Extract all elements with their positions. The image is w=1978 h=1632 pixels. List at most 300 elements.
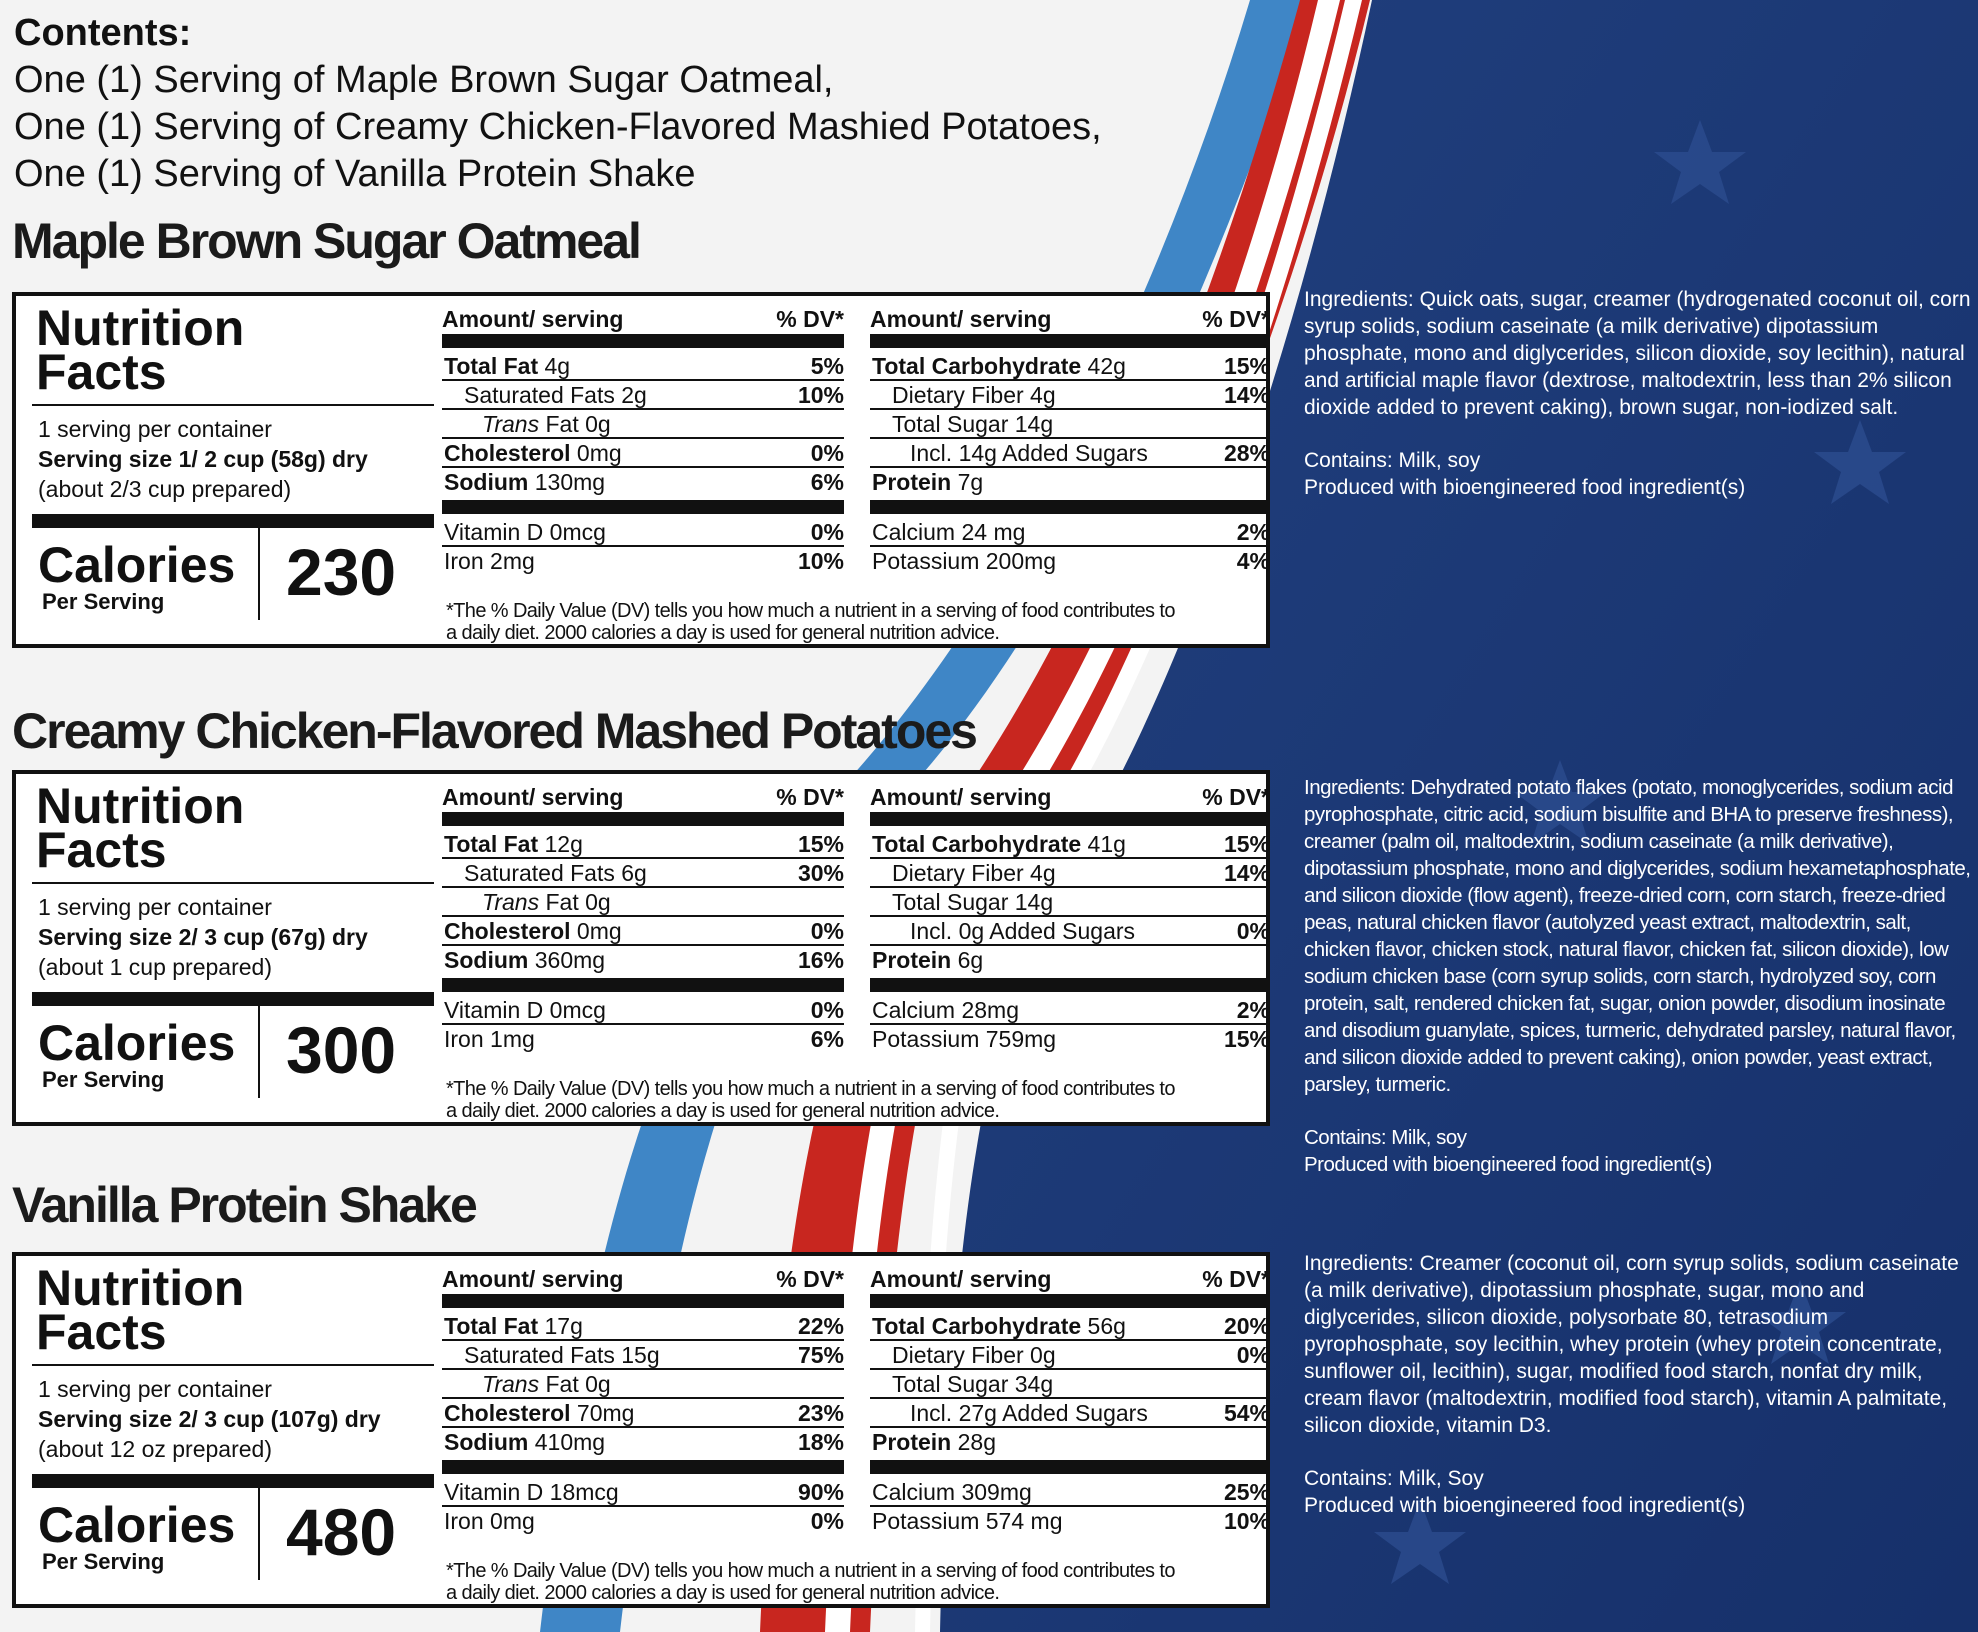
nutrient-name: Sodium	[444, 469, 529, 495]
prepared-amount: (about 2/3 cup prepared)	[38, 476, 292, 502]
nutrient-dv: 10%	[797, 382, 844, 408]
nutrient-dv: 25%	[1223, 1479, 1270, 1505]
nutrient-label	[910, 1400, 1148, 1427]
per-serving-label: Per Serving	[42, 589, 165, 614]
nutrient-row	[870, 1507, 1270, 1536]
nutrient-label	[444, 469, 605, 496]
thick-divider	[442, 978, 844, 992]
nutrient-label	[482, 411, 611, 438]
thick-divider	[870, 1460, 1270, 1474]
nutrient-amount: 28g	[957, 1429, 996, 1455]
nf-word: Nutrition	[36, 300, 245, 356]
nutrient-row	[442, 381, 844, 410]
nutrient-label	[444, 997, 606, 1024]
nutrient-amount: 70mg	[576, 1400, 635, 1426]
nutrient-name: Potassium	[872, 1026, 980, 1052]
divider	[32, 882, 434, 884]
amount-header: Amount/ serving	[442, 784, 624, 810]
nutrient-amount: 200mg	[985, 548, 1057, 574]
divider	[32, 1364, 434, 1366]
nutrient-row	[870, 946, 1270, 975]
thick-divider	[442, 1460, 844, 1474]
nutrient-label	[892, 1342, 1056, 1369]
nutrient-name: Vitamin D	[444, 519, 544, 545]
amount-header: Amount/ serving	[870, 1266, 1052, 1292]
thick-divider	[442, 500, 844, 514]
nutrient-row	[870, 381, 1270, 410]
nutrient-dv: 0%	[810, 918, 844, 944]
nutrient-label	[892, 860, 1056, 887]
nutrient-amount: 0g	[1030, 1342, 1056, 1368]
nutrient-amount: 15g	[621, 1342, 660, 1368]
bioengineered-text: Produced with bioengineered food ingredient(s)	[1304, 476, 1746, 499]
nutrient-amount: 0mg	[576, 918, 622, 944]
nutrition-facts-label	[12, 770, 1270, 1126]
nutrient-amount: 4g	[1030, 860, 1056, 886]
nutrient-amount: 56g	[1087, 1313, 1126, 1339]
nutrient-label	[892, 411, 1053, 438]
prepared-amount: (about 12 oz prepared)	[38, 1436, 272, 1462]
nutrient-name: Total Carbohydrate	[872, 1313, 1082, 1339]
nutrient-dv: 15%	[1223, 831, 1270, 857]
nutrient-column-left	[442, 302, 844, 576]
nutrient-name: Calcium	[872, 997, 956, 1023]
serving-size	[38, 1404, 381, 1434]
nutrient-row	[442, 996, 844, 1025]
nutrient-name: Protein	[872, 469, 952, 495]
nutrient-amount: 0g Added Sugars	[958, 918, 1136, 944]
serving-size-label: Serving size	[38, 446, 173, 472]
nutrient-label	[872, 519, 1025, 546]
nutrient-amount: 574 mg	[985, 1508, 1063, 1534]
nutrient-row	[870, 352, 1270, 381]
nutrient-amount: 18mcg	[549, 1479, 619, 1505]
nutrient-row	[870, 439, 1270, 468]
nutrient-label	[872, 1429, 996, 1456]
nutrient-label	[444, 1479, 619, 1506]
nutrient-dv: 20%	[1223, 1313, 1270, 1339]
nutrient-amount: 0mg	[490, 1508, 535, 1534]
servings-per-container: 1 serving per container	[38, 1376, 272, 1402]
nutrient-row	[870, 547, 1270, 576]
nutrient-amount: 24 mg	[961, 519, 1026, 545]
nutrient-row	[870, 1428, 1270, 1457]
nutrition-facts-label	[12, 292, 1270, 648]
calories-label: Calories	[38, 537, 236, 593]
thick-divider	[442, 812, 844, 826]
nutrient-dv: 6%	[810, 469, 844, 495]
column-header	[870, 780, 1270, 812]
nutrient-label	[444, 353, 570, 380]
nutrient-name: Total Sugar	[892, 1371, 1009, 1397]
nutrient-name: Dietary Fiber	[892, 382, 1024, 408]
nf-word: Facts	[36, 822, 167, 878]
nutrient-name: Vitamin D	[444, 1479, 544, 1505]
nutrient-amount: 410mg	[534, 1429, 606, 1455]
nutrient-dv: 54%	[1223, 1400, 1270, 1426]
nutrient-amount: 4g	[1030, 382, 1056, 408]
allergen-text: Contains: Milk, soy	[1304, 449, 1481, 472]
nutrient-dv: 0%	[810, 440, 844, 466]
nutrient-label	[872, 548, 1056, 575]
nutrient-dv: 75%	[797, 1342, 844, 1368]
thick-divider	[870, 978, 1270, 992]
contents-line: One (1) Serving of Creamy Chicken-Flavored Mashied Potatoes,	[14, 106, 1102, 148]
nf-word: Nutrition	[36, 1260, 245, 1316]
nutrient-label	[892, 382, 1056, 409]
nutrient-amount: 6g	[957, 947, 984, 973]
nutrient-label	[872, 997, 1019, 1024]
product-title: Creamy Chicken-Flavored Mashed Potatoes	[12, 703, 976, 759]
nutrient-column-left	[442, 1262, 844, 1536]
nutrient-dv: 90%	[797, 1479, 844, 1505]
serving-size	[38, 922, 368, 952]
nutrient-row	[442, 1025, 844, 1054]
nutrient-dv: 15%	[797, 831, 844, 857]
column-header	[870, 1262, 1270, 1294]
nutrient-row	[442, 1370, 844, 1399]
per-serving-label: Per Serving	[42, 1067, 165, 1092]
ingredients-text: Ingredients: Dehydrated potato flakes (potato, monoglycerides, sodium acid pyrophosphate, citric acid, sodium bisulfite and BHA to preserve freshness), creamer (palm oil, maltodextrin, sodium caseinate (a milk derivative), dipotassium phosphate, mono and diglycerides, sodium hexametaphosphate, and silicon dioxide (flow agent), freeze-dried corn, corn starch, freeze-dried peas, natural chicken flavor (autolyzed yeast extract, maltodextrin, salt, chicken flavor, chicken stock, natural flavor, chicken fat, silicon dioxide), low sodium chicken base (corn syrup solids, corn starch, hydrolyzed soy, corn protein, salt, rendered chicken fat, sugar, onion powder, disodium inosinate and disodium guanylate, spices, turmeric, dehydrated parsley, natural flavor, and silicon dioxide added to prevent caking), onion powder, yeast extract, parsley, turmeric.	[1304, 776, 1971, 1096]
thick-divider	[32, 514, 434, 528]
nutrient-amount: 27g Added Sugars	[958, 1400, 1148, 1426]
nutrient-amount: 0mcg	[549, 519, 606, 545]
amount-header: Amount/ serving	[442, 306, 624, 332]
nutrient-amount: 12g	[544, 831, 583, 857]
nutrient-name: Total Carbohydrate	[872, 353, 1082, 379]
nutrient-row	[870, 1341, 1270, 1370]
thick-divider	[870, 500, 1270, 514]
divider	[32, 404, 434, 406]
serving-size-value: 1/ 2 cup (58g) dry	[178, 446, 368, 472]
nutrient-amount: 2g	[621, 382, 647, 408]
nf-word: Facts	[36, 344, 167, 400]
footnote-line: a daily diet. 2000 calories a day is used for general nutrition advice.	[446, 1582, 1000, 1604]
thick-divider	[32, 1474, 434, 1488]
footnote-line: *The % Daily Value (DV) tells you how much a nutrient in a serving of food contributes to	[446, 600, 1175, 622]
nutrient-dv: 0%	[1236, 1342, 1270, 1368]
nutrient-dv: 5%	[810, 353, 844, 379]
nutrient-dv: 22%	[797, 1313, 844, 1339]
nutrient-dv: 15%	[1223, 1026, 1270, 1052]
nutrient-label	[872, 1508, 1062, 1535]
ingredients-text: Ingredients: Quick oats, sugar, creamer (hydrogenated coconut oil, corn syrup solids, sodium caseinate (a milk derivative) dipotassium phosphate, mono and diglycerides, silicon dioxide, soy lecithin), natural and artificial maple flavor (dextrose, maltodextrin, less than 2% silicon dioxide added to prevent caking), brown sugar, non-iodized salt.	[1304, 288, 1971, 419]
nutrient-dv: 0%	[810, 997, 844, 1023]
dv-header: % DV*	[776, 1266, 844, 1292]
nutrient-row	[870, 410, 1270, 439]
nutrient-name: Saturated Fats	[464, 382, 615, 408]
thick-divider	[870, 812, 1270, 826]
nutrient-name: Protein	[872, 947, 952, 973]
nutrient-amount: 41g	[1087, 831, 1126, 857]
prepared-amount: (about 1 cup prepared)	[38, 954, 272, 980]
nutrient-row	[870, 888, 1270, 917]
nutrient-row	[442, 410, 844, 439]
ingredients-block	[1304, 774, 1972, 1178]
dv-header: % DV*	[776, 306, 844, 332]
nutrient-column-right	[870, 1262, 1270, 1536]
nutrient-label	[872, 1026, 1056, 1053]
nutrient-label	[872, 831, 1126, 858]
nutrient-name: Total Fat	[444, 831, 539, 857]
bioengineered-text: Produced with bioengineered food ingredient(s)	[1304, 1494, 1746, 1517]
nutrient-name: Sodium	[444, 1429, 529, 1455]
nutrient-row	[870, 830, 1270, 859]
nf-word: Facts	[36, 1304, 167, 1360]
nutrient-row	[442, 859, 844, 888]
nutrient-row	[442, 830, 844, 859]
nutrient-amount: 7g	[957, 469, 984, 495]
nutrient-label	[464, 382, 647, 409]
nutrient-amount: 14g	[1014, 411, 1054, 437]
nutrient-dv: 2%	[1236, 519, 1270, 545]
contents-block	[14, 10, 1102, 198]
thick-divider	[870, 334, 1270, 348]
nutrient-row	[870, 1478, 1270, 1507]
nutrient-amount: 4g	[544, 353, 571, 379]
nutrient-amount: 42g	[1087, 353, 1126, 379]
nutrient-row	[870, 1025, 1270, 1054]
nutrient-row	[442, 946, 844, 975]
nutrient-dv: 4%	[1236, 548, 1270, 574]
nutrient-label	[892, 889, 1053, 916]
thick-divider	[32, 992, 434, 1006]
calories-label: Calories	[38, 1015, 236, 1071]
nutrient-dv: 6%	[810, 1026, 844, 1052]
amount-header: Amount/ serving	[870, 306, 1052, 332]
nutrient-amount: Fat 0g	[545, 411, 611, 437]
nutrition-facts-heading	[36, 300, 245, 400]
dv-header: % DV*	[1202, 306, 1270, 332]
footnote-line: *The % Daily Value (DV) tells you how much a nutrient in a serving of food contributes to	[446, 1078, 1175, 1100]
servings-per-container: 1 serving per container	[38, 416, 272, 442]
thick-divider	[442, 334, 844, 348]
nutrient-amount: 130mg	[534, 469, 606, 495]
nutrient-row	[442, 888, 844, 917]
nutrient-row	[442, 1341, 844, 1370]
nutrient-amount: 17g	[544, 1313, 583, 1339]
nutrient-dv: 16%	[797, 947, 844, 973]
nutrient-label	[444, 1429, 605, 1456]
nutrient-label	[444, 1313, 583, 1340]
nutrient-label	[444, 1400, 634, 1427]
footnote-line: *The % Daily Value (DV) tells you how much a nutrient in a serving of food contributes to	[446, 1560, 1175, 1582]
nutrient-label	[872, 469, 983, 496]
nutrient-name: Cholesterol	[444, 918, 571, 944]
nutrient-name: Potassium	[872, 548, 980, 574]
nutrient-row	[870, 468, 1270, 497]
nutrient-amount: 34g	[1014, 1371, 1054, 1397]
nutrient-name: Calcium	[872, 519, 956, 545]
nutrient-dv: 23%	[797, 1400, 844, 1426]
nutrient-name: Cholesterol	[444, 1400, 571, 1426]
nutrient-row	[442, 1428, 844, 1457]
nutrient-dv: 14%	[1223, 860, 1270, 886]
nutrient-name: Saturated Fats	[464, 1342, 615, 1368]
thick-divider	[442, 1294, 844, 1308]
nutrient-amount: 0mg	[576, 440, 622, 466]
nutrient-row	[870, 1399, 1270, 1428]
nutrient-label	[464, 1342, 660, 1369]
nutrient-name: Iron	[444, 548, 484, 574]
nutrient-dv: 14%	[1223, 382, 1270, 408]
contents-title: Contents:	[14, 12, 192, 54]
nutrient-dv: 10%	[1223, 1508, 1270, 1534]
nutrient-label	[444, 831, 583, 858]
nutrient-name: Trans	[482, 1371, 540, 1397]
bioengineered-text: Produced with bioengineered food ingredient(s)	[1304, 1153, 1712, 1176]
dv-header: % DV*	[1202, 1266, 1270, 1292]
nutrient-dv: 30%	[797, 860, 844, 886]
nutrition-facts-heading	[36, 1260, 245, 1360]
nutrient-amount: 759mg	[985, 1026, 1057, 1052]
serving-size-value: 2/ 3 cup (107g) dry	[178, 1406, 381, 1432]
nutrient-label	[892, 1371, 1053, 1398]
nutrient-name: Protein	[872, 1429, 952, 1455]
nutrient-amount: 1mg	[490, 1026, 535, 1052]
nutrient-row	[870, 1312, 1270, 1341]
nutrient-row	[442, 468, 844, 497]
contents-line: One (1) Serving of Maple Brown Sugar Oatmeal,	[14, 59, 834, 101]
dv-header: % DV*	[776, 784, 844, 810]
nutrient-row	[870, 1370, 1270, 1399]
nutrient-row	[442, 1312, 844, 1341]
nutrient-name: Calcium	[872, 1479, 956, 1505]
nutrient-label	[444, 548, 535, 575]
dv-footnote	[446, 1560, 1266, 1604]
serving-size-label: Serving size	[38, 1406, 173, 1432]
nutrient-name: Potassium	[872, 1508, 980, 1534]
nutrient-name: Total Sugar	[892, 889, 1009, 915]
nutrient-name: Total Sugar	[892, 411, 1009, 437]
nutrient-amount: 28mg	[961, 997, 1020, 1023]
allergen-text: Contains: Milk, soy	[1304, 1126, 1467, 1149]
nutrient-name: Incl.	[910, 1400, 953, 1426]
nutrient-name: Iron	[444, 1508, 484, 1534]
nutrient-amount: 14g Added Sugars	[958, 440, 1148, 466]
nutrient-amount: 309mg	[961, 1479, 1032, 1505]
dv-footnote	[446, 600, 1266, 644]
nutrient-label	[872, 947, 983, 974]
nutrient-name: Saturated Fats	[464, 860, 615, 886]
column-header	[442, 302, 844, 334]
column-header	[442, 1262, 844, 1294]
nutrient-label	[910, 918, 1135, 945]
nutrient-label	[444, 519, 606, 546]
nutrient-dv: 0%	[810, 519, 844, 545]
allergen-text: Contains: Milk, Soy	[1304, 1467, 1484, 1490]
serving-size	[38, 444, 368, 474]
ingredients-block	[1304, 286, 1972, 501]
nutrient-label	[872, 1479, 1032, 1506]
nutrient-label	[872, 353, 1126, 380]
calories-label: Calories	[38, 1497, 236, 1553]
product-title: Maple Brown Sugar Oatmeal	[12, 213, 640, 269]
nutrient-name: Dietary Fiber	[892, 860, 1024, 886]
nutrient-name: Iron	[444, 1026, 484, 1052]
column-header	[442, 780, 844, 812]
nutrient-amount: Fat 0g	[545, 1371, 611, 1397]
calories-divider	[258, 1006, 260, 1098]
nutrient-amount: Fat 0g	[545, 889, 611, 915]
dv-header: % DV*	[1202, 784, 1270, 810]
nutrient-row	[442, 1478, 844, 1507]
nutrient-name: Vitamin D	[444, 997, 544, 1023]
nutrient-amount: 14g	[1014, 889, 1054, 915]
calories-value: 300	[286, 1013, 397, 1087]
nutrition-facts-label	[12, 1252, 1270, 1608]
nutrient-row	[442, 518, 844, 547]
nutrient-row	[870, 917, 1270, 946]
nutrient-name: Total Carbohydrate	[872, 831, 1082, 857]
calories-value: 480	[286, 1495, 397, 1569]
calories-divider	[258, 1488, 260, 1580]
nutrient-name: Incl.	[910, 440, 953, 466]
nutrient-name: Total Fat	[444, 1313, 539, 1339]
nutrient-name: Sodium	[444, 947, 529, 973]
nutrient-label	[482, 889, 611, 916]
nutrient-row	[442, 1507, 844, 1536]
nutrient-amount: 2mg	[490, 548, 535, 574]
dv-footnote	[446, 1078, 1266, 1122]
nutrient-amount: 6g	[621, 860, 647, 886]
amount-header: Amount/ serving	[870, 784, 1052, 810]
nutrient-name: Incl.	[910, 918, 953, 944]
nutrient-label	[444, 947, 605, 974]
ingredients-text: Ingredients: Creamer (coconut oil, corn syrup solids, sodium caseinate (a milk derivative), dipotassium phosphate, sugar, mono and diglycerides, silicon dioxide, polysorbate 80, tetrasodium pyrophosphate, soy lecithin, whey protein (whey protein concentrate, sunflower oil, lecithin), sugar, modified food starch, nonfat dry milk, cream flavor (maltodextrin, modified food starch), vitamin A palmitate, silicon dioxide, vitamin D3.	[1304, 1252, 1959, 1437]
nutrient-row	[442, 352, 844, 381]
nutrient-dv: 2%	[1236, 997, 1270, 1023]
nutrient-name: Total Fat	[444, 353, 539, 379]
product-title: Vanilla Protein Shake	[12, 1177, 476, 1233]
contents-line: One (1) Serving of Vanilla Protein Shake	[14, 153, 696, 195]
servings-per-container: 1 serving per container	[38, 894, 272, 920]
nutrient-column-left	[442, 780, 844, 1054]
nutrient-label	[444, 918, 622, 945]
calories-divider	[258, 528, 260, 620]
nutrient-name: Cholesterol	[444, 440, 571, 466]
nutrient-row	[870, 518, 1270, 547]
nutrient-row	[870, 996, 1270, 1025]
nutrient-label	[444, 1508, 535, 1535]
footnote-line: a daily diet. 2000 calories a day is used for general nutrition advice.	[446, 622, 1000, 644]
nutrient-dv: 10%	[797, 548, 844, 574]
ingredients-block	[1304, 1250, 1972, 1519]
nutrient-row	[442, 917, 844, 946]
nutrient-dv: 18%	[797, 1429, 844, 1455]
thick-divider	[870, 1294, 1270, 1308]
footnote-line: a daily diet. 2000 calories a day is used for general nutrition advice.	[446, 1100, 1000, 1122]
nutrient-column-right	[870, 302, 1270, 576]
per-serving-label: Per Serving	[42, 1549, 165, 1574]
nutrient-dv: 15%	[1223, 353, 1270, 379]
nutrition-facts-heading	[36, 778, 245, 878]
column-header	[870, 302, 1270, 334]
nutrient-row	[442, 439, 844, 468]
nutrient-label	[482, 1371, 611, 1398]
nutrient-row	[870, 859, 1270, 888]
nutrient-row	[442, 1399, 844, 1428]
nutrient-row	[442, 547, 844, 576]
nutrient-column-right	[870, 780, 1270, 1054]
nutrient-dv: 28%	[1223, 440, 1270, 466]
amount-header: Amount/ serving	[442, 1266, 624, 1292]
nutrient-label	[444, 1026, 535, 1053]
nutrient-amount: 0mcg	[549, 997, 606, 1023]
nutrient-dv: 0%	[1236, 918, 1270, 944]
nf-word: Nutrition	[36, 778, 245, 834]
nutrient-amount: 360mg	[534, 947, 606, 973]
